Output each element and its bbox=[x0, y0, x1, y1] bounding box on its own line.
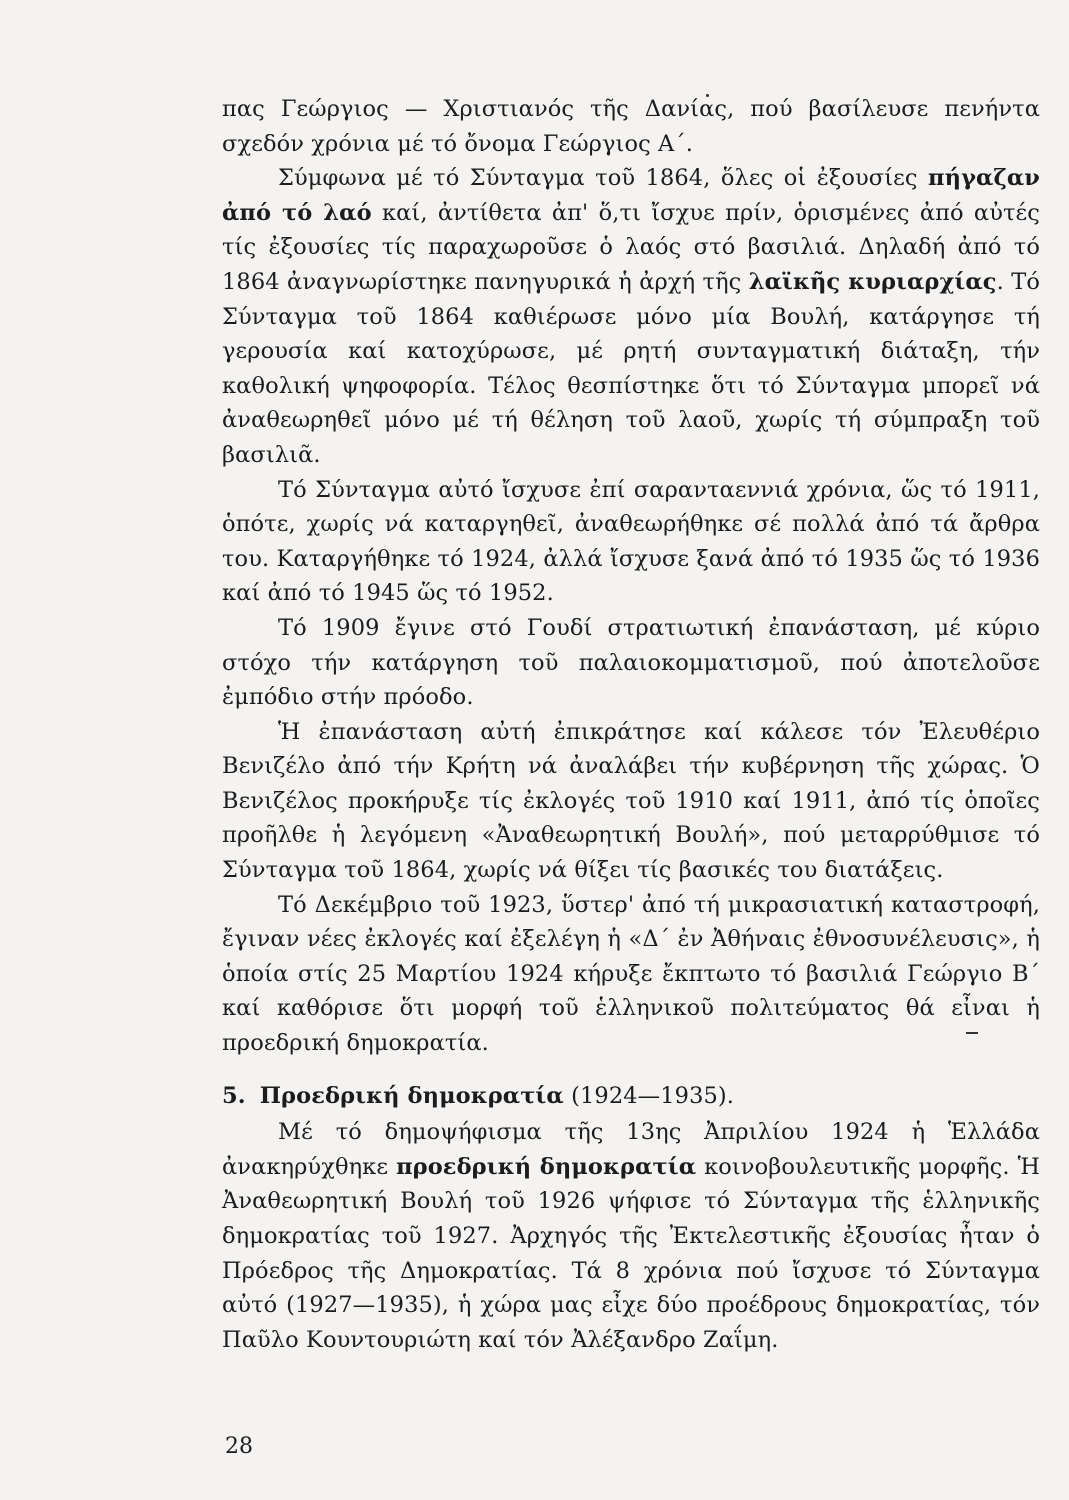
body-text bbox=[222, 92, 1040, 1357]
text-run: κοινοβουλευτικῆς μορφῆς. Ἡ Ἀναθεωρητική Βουλή τοῦ 1926 ψήφισε τό Σύνταγμα τῆς ἑλληνικῆς δημοκρατίας τοῦ 1927. Ἀρχηγός τῆς Ἐκτελεστικῆς ἐξουσίας ἦταν ὁ Πρόεδρος τῆς Δημοκρατίας. Τά 8 χρόνια πού ἴσχυσε τό Σύνταγμα αὐτό (1927—1935), ἡ χώρα μας εἶχε δύο προέδρους δημοκρατίας, τόν Παῦλο Κουντουριώτη καί τόν Ἀλέξανδρο Ζαΐμη. bbox=[222, 1153, 1040, 1353]
text-run: καί, ἀντίθετα ἀπ' ὅ,τι ἴσχυε πρίν, ὁρισμένες ἀπό αὐτές τίς ἐξουσίες τίς παραχωροῦσε ὁ λαός στό βασιλιά. Δηλαδή ἀπό τό 1864 ἀναγνωρίστηκε πανηγυρικά ἡ ἀρχή τῆς bbox=[222, 199, 1041, 295]
paragraph-assembly-1923 bbox=[222, 888, 1040, 1061]
text-run: Σύμφωνα μέ τό Σύνταγμα τοῦ 1864, ὅλες οἱ ἐξουσίες bbox=[278, 165, 929, 192]
bold-term: λαϊκῆς κυριαρχίας bbox=[748, 268, 997, 295]
paragraph-constitution-1864 bbox=[222, 161, 1040, 472]
paragraph-referendum-1924 bbox=[222, 1115, 1040, 1357]
bold-term: προεδρική δημοκρατία bbox=[396, 1153, 697, 1180]
section-title: Προεδρική δημοκρατία bbox=[259, 1082, 564, 1109]
text-run: . Τό Σύνταγμα τοῦ 1864 καθιέρωσε μόνο μία Βουλή, κατάργησε τή γερουσία καί κατοχύρωσε, μέ ρητή συνταγματική διάταξη, τήν καθολική ψηφοφορία. Τέλος θεσπίστηκε ὅτι τό Σύνταγμα μπορεῖ νά ἀναθεωρηθεῖ μόνο μέ τή θέληση τοῦ λαοῦ, χωρίς τή σύμπραξη τοῦ βασιλιᾶ. bbox=[222, 268, 1040, 468]
text-run: Τό Σύνταγμα αὐτό ἴσχυσε ἐπί σαρανταεννιά χρόνια, ὥς τό 1911, ὁπότε, χωρίς νά καταργηθεῖ, ἀναθεωρήθηκε σέ πολλά ἀπό τά ἄρθρα του. Καταργήθηκε τό 1924, ἀλλά ἴσχυσε ξανά ἀπό τό 1935 ὥς τό 1936 καί ἀπό τό 1945 ὥς τό 1952. bbox=[222, 476, 1040, 607]
text-run: Ἡ ἐπανάσταση αὐτή ἐπικράτησε καί κάλεσε τόν Ἐλευθέριο Βενιζέλο ἀπό τήν Κρήτη νά ἀναλάβει τήν κυβέρνηση τῆς χώρας. Ὁ Βενιζέλος προκήρυξε τίς ἐκλογές τοῦ 1910 καί 1911, ἀπό τίς ὁποῖες προῆλθε ἡ λεγόμενη «Ἀναθεωρητική Βουλή», πού μεταρρύθμισε τό Σύνταγμα τοῦ 1864, χωρίς νά θίξει τίς βασικές του διατάξεις. bbox=[222, 718, 1040, 884]
text-run: Τό 1909 ἔγινε στό Γουδί στρατιωτική ἐπανάσταση, μέ κύριο στόχο τήν κατάργηση τοῦ παλαιοκομματισμοῦ, πού ἀποτελοῦσε ἐμπόδιο στήν πρόοδο. bbox=[222, 614, 1040, 711]
paragraph-continuation bbox=[222, 92, 1040, 161]
paragraph-venizelos bbox=[222, 715, 1040, 888]
text-run: Μέ τό δημοψήφισμα τῆς 13ης Ἀπριλίου 1924 ἡ Ἑλλάδα ἀνακηρύχθηκε bbox=[222, 1119, 1040, 1180]
margin-dash bbox=[966, 1032, 978, 1034]
paragraph-constitution-duration bbox=[222, 473, 1040, 611]
text-run: πας Γεώργιος — Χριστιανός τῆς Δανίας, πού βασίλευσε πενήντα σχεδόν χρόνια μέ τό ὄνομα Γεώργιος Α΄. bbox=[222, 96, 1040, 157]
section-heading bbox=[222, 1079, 1040, 1114]
section-period: (1924—1935). bbox=[571, 1082, 735, 1109]
page-number: 28 bbox=[225, 1434, 253, 1459]
bold-term: πήγαζαν ἀπό τό λαό bbox=[222, 165, 1040, 226]
section-number: 5. bbox=[222, 1082, 246, 1109]
paragraph-goudi-revolution bbox=[222, 611, 1040, 715]
text-run: Τό Δεκέμβριο τοῦ 1923, ὕστερ' ἀπό τή μικρασιατική καταστροφή, ἔγιναν νέες ἐκλογές καί ἐξελέγη ἡ «Δ΄ ἐν Ἀθήναις ἐθνοσυνέλευσις», ἡ ὁποία στίς 25 Μαρτίου 1924 κήρυξε ἔκπτωτο τό βασιλιά Γεώργιο Β΄ καί καθόρισε ὅτι μορφή τοῦ ἑλληνικοῦ πολιτεύματος θά εἶναι ἡ προεδρική δημοκρατία. bbox=[222, 891, 1040, 1057]
